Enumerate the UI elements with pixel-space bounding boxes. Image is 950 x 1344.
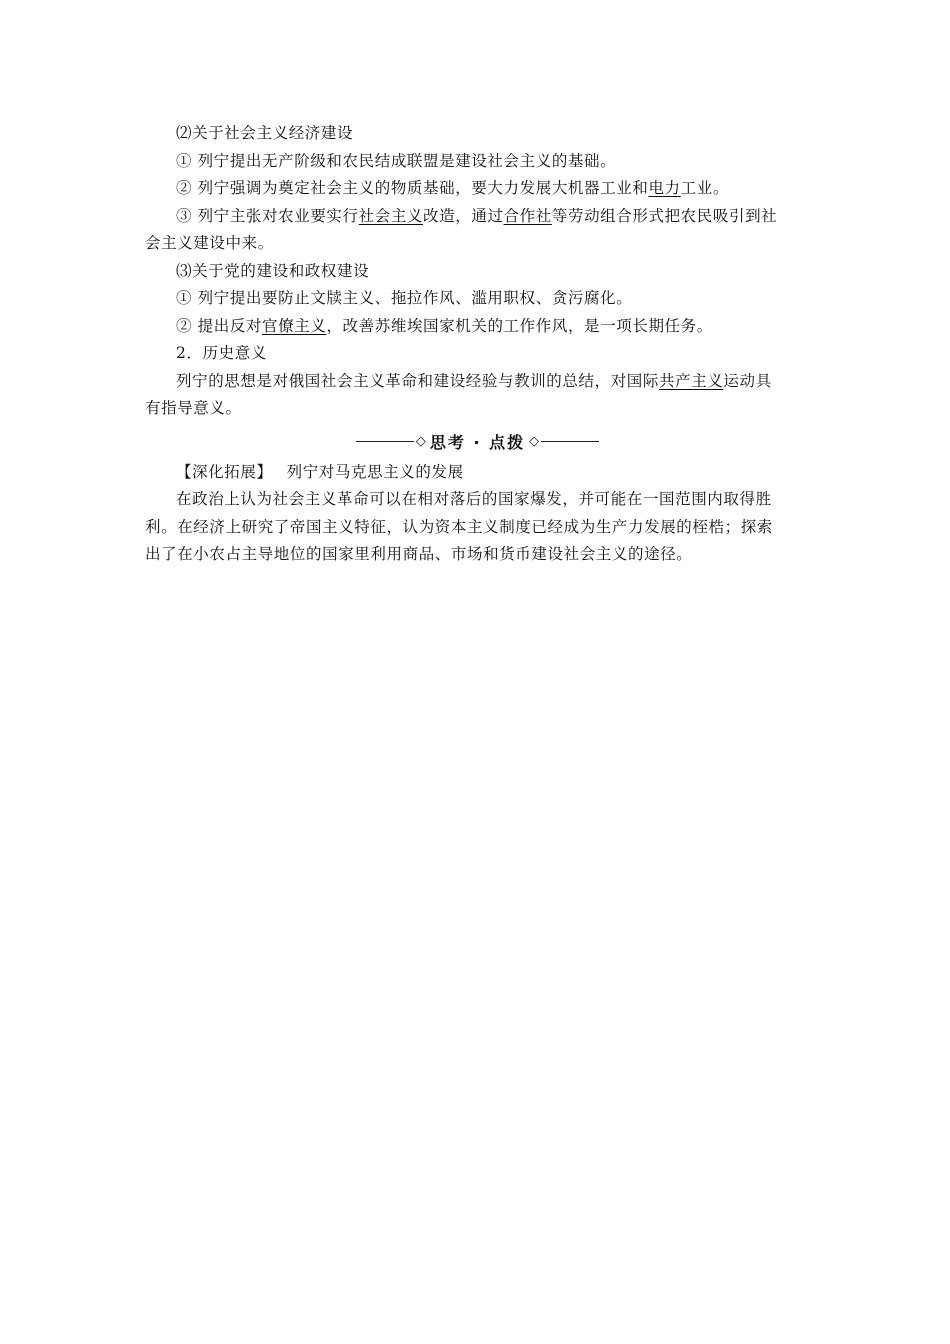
economy-item-2-text: ② 列宁强调为奠定社会主义的物质基础，要大力发展大机器工业和 [176,179,649,197]
economy-item-3-continued: 会主义建设中来。 [145,234,274,252]
underlined-term-bureaucracy: 官僚主义 [262,316,327,335]
economy-heading: ⑵关于社会主义经济建设 [176,124,354,142]
underlined-term-communism: 共产主义 [659,371,724,390]
underlined-term-electric: 电力 [648,179,681,197]
divider-label: 思考 · 点拨 [429,433,526,452]
party-item-1: ① 列宁提出要防止文牍主义、拖拉作风、滥用职权、贪污腐化。 [176,289,633,307]
party-item-2 [145,313,810,341]
party-heading: ⑶关于党的建设和政权建设 [176,261,370,280]
document-body [145,120,810,569]
party-item-2-end: ，改善苏维埃国家机关的工作作风，是一项长期任务。 [326,316,713,335]
economy-item-3-text: ③ 列宁主张对农业要实行 [176,206,359,225]
significance-text-continued: 有指导意义。 [145,399,242,417]
divider-rule-left [356,441,414,442]
economy-item-3-mid: 改造，通过 [423,206,504,225]
underlined-term-cooperative: 合作社 [503,206,552,225]
diamond-icon: ◇ [415,434,426,449]
underlined-term-socialism: 社会主义 [358,206,424,225]
economy-item-3 [145,203,810,231]
extension-title: 列宁对马克思主义的发展 [286,462,464,481]
party-item-2-text: ② 提出反对 [176,316,263,335]
extension-line-2: 利。在经济上研究了帝国主义特征，认为资本主义制度已经成为生产力发展的桎梏；探索 [145,517,773,536]
economy-item-2 [145,175,810,203]
significance-text [145,368,810,396]
significance-text-start: 列宁的思想是对俄国社会主义革命和建设经验与教训的总结，对国际 [176,371,660,390]
economy-item-1: ① 列宁提出无产阶级和农民结成联盟是建设社会主义的基础。 [176,151,617,170]
extension-line-3: 出了在小农占主导地位的国家里利用商品、市场和货币建设社会主义的途径。 [145,545,693,563]
significance-text-end: 运动具 [723,371,772,390]
economy-item-2-end: 工业。 [680,179,729,197]
diamond-icon: ◇ [529,434,540,449]
extension-heading [145,459,810,487]
economy-item-3-end: 等劳动组合形式把农民吸引到社 [551,206,778,225]
significance-heading: 2．历史意义 [176,344,267,362]
extension-tag: 【深化拓展】 [176,462,273,481]
divider-rule-right [541,441,599,442]
extension-line-1: 在政治上认为社会主义革命可以在相对落后的国家爆发，并可能在一国范围内取得胜 [176,490,772,508]
section-divider [145,425,810,459]
